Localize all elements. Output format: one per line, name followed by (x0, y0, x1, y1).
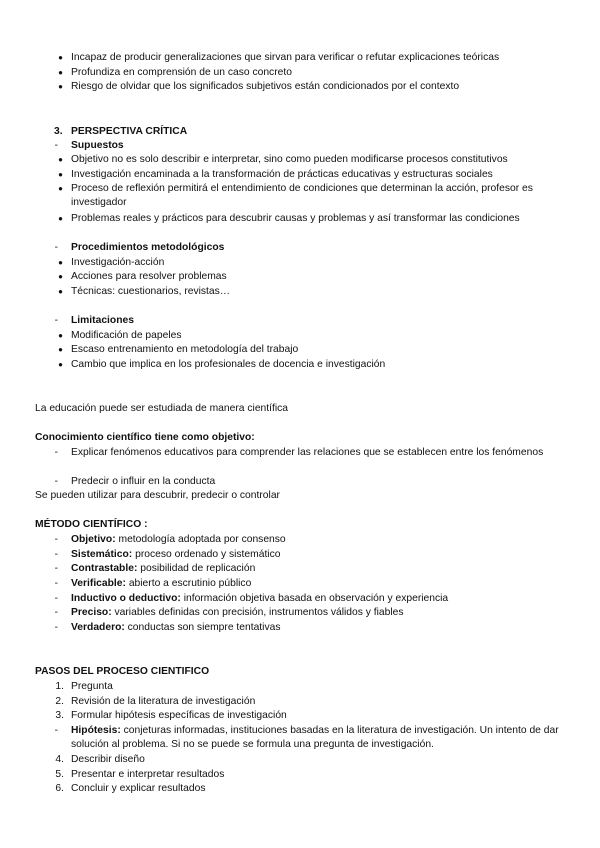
list-item-text (71, 724, 563, 752)
term-description: conjeturas informadas, instituciones basadas en la literatura de investigación. Un intento de dar solución al problema. Si no se puede se formula una pregunta de investigación. (71, 725, 559, 750)
dash-marker: - (54, 549, 58, 560)
item-number: 3. (55, 710, 64, 721)
bullet-marker: ● (58, 82, 63, 91)
list-item-text: Modificación de papeles (71, 330, 182, 341)
list-item-text (71, 562, 255, 576)
term: Preciso: (71, 607, 112, 618)
paragraph: Se pueden utilizar para descubrir, predecir o controlar (35, 490, 280, 501)
list-item-text: Técnicas: cuestionarios, revistas… (71, 286, 231, 297)
list-item-text (71, 548, 280, 562)
term: Contrastable: (71, 563, 138, 574)
dash-marker: - (54, 593, 58, 604)
section-heading: Conocimiento científico tiene como objetivo: (35, 432, 255, 443)
list-item-text (71, 592, 448, 606)
item-number: 6. (55, 783, 64, 794)
list-item-text: Concluir y explicar resultados (71, 783, 206, 794)
list-item-text: Objetivo no es solo describir e interpretar, sino como pueden modificarse procesos constitutivos (71, 154, 508, 165)
bullet-marker: ● (58, 155, 63, 164)
section-title: PERSPECTIVA CRÍTICA (71, 126, 188, 137)
list-item-text (71, 533, 286, 547)
list-item-text: Formular hipótesis específicas de investigación (71, 710, 287, 721)
dash-marker: - (54, 607, 58, 618)
list-item-text: Describir diseño (71, 754, 145, 765)
item-number: 4. (55, 754, 64, 765)
list-item-text: Riesgo de olvidar que los significados subjetivos están condicionados por el contexto (71, 81, 460, 92)
bullet-marker: ● (58, 170, 63, 179)
bullet-marker: ● (58, 272, 63, 281)
bullet-marker: ● (58, 331, 63, 340)
subheading-text: Limitaciones (71, 315, 134, 326)
term: Verificable: (71, 578, 126, 589)
bullet-marker: ● (58, 258, 63, 267)
term-description: conductas son siempre tentativas (124, 622, 281, 633)
dash-marker: - (54, 578, 58, 589)
list-item-text: Incapaz de producir generalizaciones que sirvan para verificar o refutar explicaciones teóricas (71, 52, 500, 63)
term: Verdadero: (71, 622, 125, 633)
dash-marker: - (54, 534, 58, 545)
list-item-text (71, 577, 251, 591)
bullet-marker: ● (58, 68, 63, 77)
bullet-marker: ● (58, 287, 63, 296)
term: Inductivo o deductivo: (71, 593, 181, 604)
dash-marker: - (54, 447, 58, 458)
list-item-text: Acciones para resolver problemas (71, 271, 227, 282)
bullet-marker: ● (58, 214, 63, 223)
list-item-text (71, 606, 404, 620)
list-item-text: Proceso de reflexión permitirá el entendimiento de condiciones que determinan la acción, profesor es investigador (71, 183, 533, 208)
term-description: abierto a escrutinio público (125, 578, 252, 589)
dash-marker: - (54, 622, 58, 633)
list-item-text: Cambio que implica en los profesionales de docencia e investigación (71, 359, 386, 370)
list-item-text: Investigación encaminada a la transformación de prácticas educativas y estructuras sociales (71, 169, 493, 180)
item-number: 5. (55, 769, 64, 780)
term-description: metodología adoptada por consenso (115, 534, 286, 545)
list-item-text: Investigación-acción (71, 257, 165, 268)
list-item-text: Predecir o influir en la conducta (71, 476, 216, 487)
dash-marker: - (54, 725, 58, 736)
section-heading: MÉTODO CIENTÍFICO : (35, 519, 148, 530)
term: Objetivo: (71, 534, 116, 545)
term-description: posibilidad de replicación (137, 563, 256, 574)
item-number: 2. (55, 696, 64, 707)
paragraph: La educación puede ser estudiada de manera científica (35, 403, 289, 414)
term: Sistemático: (71, 549, 133, 560)
subheading-text: Procedimientos metodológicos (71, 242, 225, 253)
bullet-marker: ● (58, 360, 63, 369)
term-description: proceso ordenado y sistemático (132, 549, 281, 560)
list-item-text (71, 621, 280, 635)
section-heading: PASOS DEL PROCESO CIENTIFICO (35, 666, 210, 677)
subheading-text: Supuestos (71, 140, 124, 151)
dash-marker: - (54, 315, 58, 326)
section-number: 3. (54, 126, 63, 137)
list-item-text: Escaso entrenamiento en metodología del trabajo (71, 344, 299, 355)
list-item-text: Explicar fenómenos educativos para comprender las relaciones que se establecen entre los fenómenos (71, 447, 544, 458)
bullet-marker: ● (58, 53, 63, 62)
list-item-text: Problemas reales y prácticos para descubrir causas y problemas y así transformar las condiciones (71, 213, 520, 224)
bullet-marker: ● (58, 184, 63, 193)
dash-marker: - (54, 563, 58, 574)
term-description: información objetiva basada en observación y experiencia (180, 593, 449, 604)
list-item-text: Revisión de la literatura de investigación (71, 696, 256, 707)
dash-marker: - (54, 140, 58, 151)
list-item-text: Presentar e interpretar resultados (71, 769, 225, 780)
dash-marker: - (54, 476, 58, 487)
term-description: variables definidas con precisión, instrumentos válidos y fiables (111, 607, 404, 618)
dash-marker: - (54, 242, 58, 253)
list-item-text: Profundiza en comprensión de un caso concreto (71, 67, 292, 78)
bullet-marker: ● (58, 345, 63, 354)
term: Hipótesis: (71, 725, 121, 736)
list-item-text: Pregunta (71, 681, 113, 692)
item-number: 1. (55, 681, 64, 692)
